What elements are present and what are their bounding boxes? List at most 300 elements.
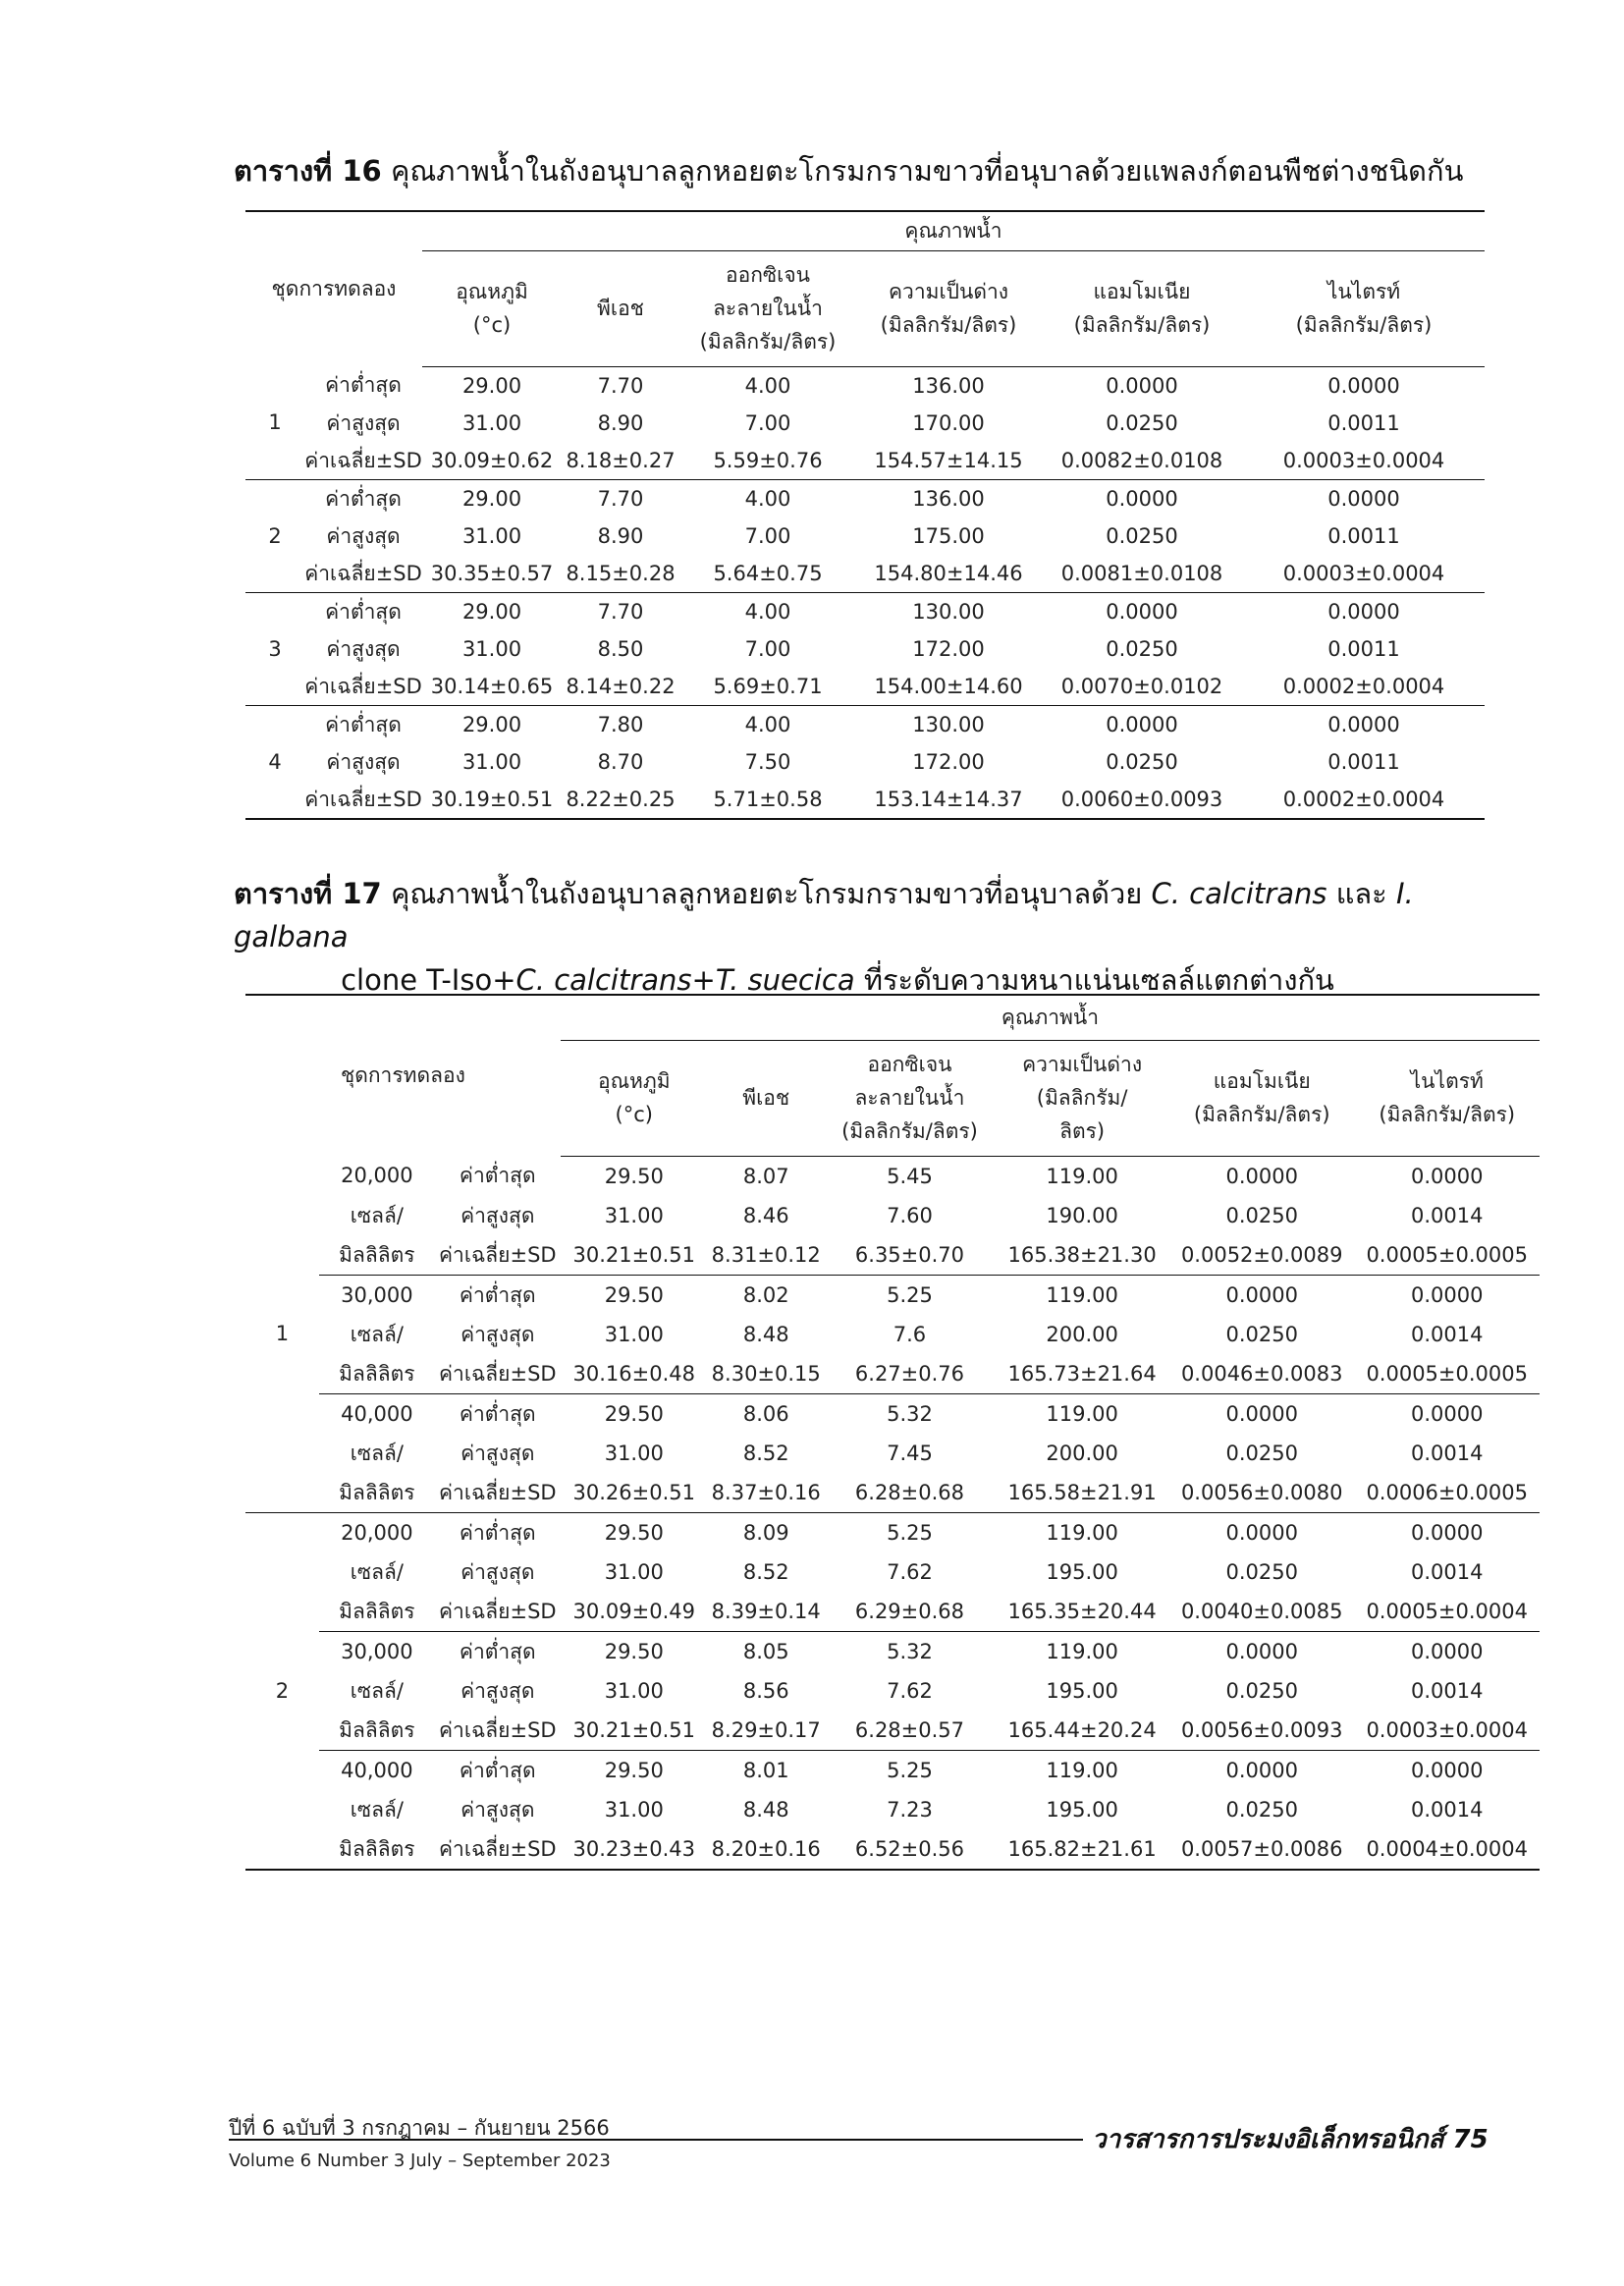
table-cell: 8.48 — [742, 1322, 789, 1346]
table-cell: 7.6 — [893, 1322, 927, 1346]
table-cell: 200.00 — [1046, 1322, 1118, 1346]
experiment-set-id: 1 — [275, 1322, 290, 1346]
table-cell: 0.0014 — [1410, 1797, 1484, 1822]
table-cell: 30.14±0.65 — [430, 674, 554, 698]
table-cell: 0.0000 — [1354, 1631, 1540, 1671]
table-cell: 6.28±0.68 — [854, 1480, 965, 1504]
experiment-set-id: 2 — [245, 479, 304, 592]
table-cell: 30.21±0.51 — [572, 1242, 696, 1267]
table-row — [245, 668, 1485, 706]
table-cell: 8.09 — [708, 1512, 825, 1552]
table-cell: 7.62 — [887, 1559, 933, 1584]
stat-label: ค่าเฉลี่ย±SD — [438, 1717, 557, 1742]
cell-density-unit: มิลลิลิตร — [339, 1480, 415, 1504]
table-cell: 130.00 — [856, 705, 1041, 743]
stat-label: ค่าต่ำสุด — [435, 1631, 561, 1671]
column-header-line: อุณหภูมิ — [456, 280, 528, 303]
stat-label: ค่าเฉลี่ย±SD — [438, 1242, 557, 1267]
table-row — [245, 1592, 1540, 1632]
cell-density-unit: เซลล์/ — [350, 1322, 404, 1346]
table-cell: 8.18±0.27 — [566, 448, 676, 472]
table17-caption — [234, 872, 1500, 1002]
table-cell: 29.50 — [561, 1512, 708, 1552]
stat-label: ค่าต่ำสุด — [304, 705, 422, 743]
table-cell: 7.62 — [887, 1678, 933, 1703]
table-cell: 119.00 — [995, 1750, 1169, 1790]
table-cell: 7.45 — [887, 1441, 933, 1465]
table-row — [245, 405, 1485, 442]
table-cell: 31.00 — [604, 1203, 664, 1227]
stat-label: ค่าสูงสุด — [460, 1441, 535, 1465]
table16-group-header: คุณภาพน้ำ — [422, 211, 1485, 250]
column-header — [995, 1040, 1169, 1156]
table-cell: 175.00 — [912, 523, 985, 548]
table-cell: 5.25 — [825, 1512, 995, 1552]
table-cell: 8.31±0.12 — [711, 1242, 821, 1267]
table-row — [245, 1434, 1540, 1473]
table-cell: 0.0000 — [1354, 1512, 1540, 1552]
stat-label: ค่าสูงสุด — [460, 1559, 535, 1584]
table-cell: 5.32 — [825, 1393, 995, 1434]
table-cell: 29.50 — [604, 1164, 664, 1188]
footer-issue-en: Volume 6 Number 3 July – September 2023 — [229, 2150, 611, 2171]
column-header-line: ละลายในน้ำ — [713, 297, 823, 320]
footer-journal-name: วารสารการประมงอิเล็กทรอนิกส์ — [1092, 2125, 1444, 2154]
table-cell: 172.00 — [912, 636, 985, 661]
column-header-line: พีเอช — [742, 1086, 790, 1110]
table-cell: 0.0006±0.0005 — [1366, 1480, 1528, 1504]
column-header — [825, 1040, 995, 1156]
stat-label: ค่าสูงสุด — [460, 1678, 535, 1703]
stat-label: ค่าเฉลี่ย±SD — [304, 561, 422, 585]
column-header-line: แอมโมเนีย — [1213, 1069, 1311, 1093]
table16-experiment-header: ชุดการทดลอง — [245, 211, 422, 366]
stat-label: ค่าต่ำสุด — [435, 1393, 561, 1434]
cell-density-unit: มิลลิลิตร — [339, 1361, 415, 1386]
table-cell: 0.0005±0.0005 — [1366, 1361, 1528, 1386]
column-header — [1169, 1040, 1354, 1156]
species-i-galbana: I. galbana — [234, 877, 1414, 953]
stat-label: ค่าต่ำสุด — [435, 1750, 561, 1790]
table-cell: 136.00 — [856, 479, 1041, 517]
table-row — [245, 781, 1485, 819]
column-header — [679, 250, 856, 366]
cell-density-unit: มิลลิลิตร — [339, 1717, 415, 1742]
table-cell: 0.0014 — [1410, 1203, 1484, 1227]
cell-density: 40,000 — [319, 1750, 435, 1790]
column-header-line: แอมโมเนีย — [1093, 280, 1191, 303]
column-header — [1041, 250, 1243, 366]
table-cell: 0.0250 — [1225, 1559, 1298, 1584]
cell-density-unit: เซลล์/ — [350, 1678, 404, 1703]
table-cell: 0.0000 — [1354, 1275, 1540, 1315]
table-cell: 4.00 — [679, 592, 856, 630]
table-row — [245, 743, 1485, 781]
stat-label: ค่าเฉลี่ย±SD — [304, 448, 422, 472]
cell-density-unit: เซลล์/ — [350, 1559, 404, 1584]
table-cell: 0.0000 — [1354, 1393, 1540, 1434]
table-cell: 29.00 — [422, 705, 562, 743]
table-cell: 153.14±14.37 — [856, 781, 1041, 819]
table-cell: 29.00 — [422, 479, 562, 517]
table-cell: 165.38±21.30 — [1007, 1242, 1157, 1267]
table-cell: 0.0000 — [1327, 373, 1400, 398]
table-cell: 0.0250 — [1106, 410, 1178, 435]
table-cell: 6.35±0.70 — [854, 1242, 965, 1267]
table-cell: 154.80±14.46 — [874, 561, 1023, 585]
table-cell: 154.57±14.15 — [874, 448, 1023, 472]
table-cell: 8.52 — [742, 1559, 789, 1584]
stat-label: ค่าสูงสุด — [326, 410, 401, 435]
table-cell: 0.0250 — [1225, 1322, 1298, 1346]
table-cell: 8.30±0.15 — [711, 1361, 821, 1386]
table-cell: 6.28±0.57 — [854, 1717, 965, 1742]
table-cell: 7.70 — [562, 479, 679, 517]
table-row — [245, 1829, 1540, 1870]
species-t-suecica: T. suecica — [715, 963, 855, 997]
table-cell: 0.0082±0.0108 — [1060, 448, 1223, 472]
table-cell: 0.0002±0.0004 — [1282, 674, 1445, 698]
footer-journal — [1092, 2119, 1489, 2159]
table17 — [245, 994, 1540, 1871]
column-header-line: (มิลลิกรัม/ — [1036, 1086, 1128, 1110]
table-cell: 130.00 — [856, 592, 1041, 630]
stat-label: ค่าเฉลี่ย±SD — [435, 1829, 561, 1870]
stat-label: ค่าต่ำสุด — [435, 1275, 561, 1315]
table-cell: 5.25 — [825, 1750, 995, 1790]
table-cell: 8.22±0.25 — [562, 781, 679, 819]
stat-label: ค่าเฉลี่ย±SD — [438, 1599, 557, 1623]
column-header-line: อุณหภูมิ — [597, 1069, 671, 1093]
table-cell: 0.0000 — [1169, 1631, 1354, 1671]
column-header-line: ออกซิเจน — [725, 263, 811, 287]
table-cell: 8.01 — [708, 1750, 825, 1790]
table17-caption-text-1: คุณภาพน้ำในถังอนุบาลลูกหอยตะโกรมกรามขาวที่อนุบาลด้วย — [390, 877, 1143, 910]
table-cell: 195.00 — [1046, 1678, 1118, 1703]
cell-density-unit: มิลลิลิตร — [319, 1829, 435, 1870]
table-cell: 0.0000 — [1169, 1275, 1354, 1315]
column-header-line: (มิลลิกรัม/ลิตร) — [880, 313, 1017, 337]
table-cell: 8.90 — [597, 410, 644, 435]
cell-density-unit: มิลลิลิตร — [339, 1599, 415, 1623]
table-cell: 0.0000 — [1410, 1164, 1484, 1188]
table-cell: 5.71±0.58 — [679, 781, 856, 819]
table-cell: 0.0000 — [1041, 479, 1243, 517]
table-cell: 165.35±20.44 — [1007, 1599, 1157, 1623]
table-cell: 31.00 — [461, 410, 522, 435]
table-cell: 8.46 — [742, 1203, 789, 1227]
table-cell: 119.00 — [995, 1275, 1169, 1315]
table-cell: 200.00 — [1046, 1441, 1118, 1465]
table-cell: 0.0014 — [1410, 1441, 1484, 1465]
table-cell: 0.0000 — [1041, 705, 1243, 743]
table-row — [245, 592, 1485, 630]
table-cell: 0.0000 — [1169, 1750, 1354, 1790]
stat-label: ค่าต่ำสุด — [459, 1164, 536, 1188]
cell-density: 20,000 — [319, 1512, 435, 1552]
table-row — [245, 1552, 1540, 1592]
table-cell: 170.00 — [912, 410, 985, 435]
column-header-line: (มิลลิกรัม/ลิตร) — [1379, 1103, 1516, 1126]
stat-label: ค่าต่ำสุด — [325, 373, 402, 398]
table-cell: 0.0081±0.0108 — [1060, 561, 1223, 585]
table-cell: 0.0000 — [1169, 1512, 1354, 1552]
table16-caption-text: คุณภาพน้ำในถังอนุบาลลูกหอยตะโกรมกรามขาวที่อนุบาลด้วยแพลงก์ตอนพืชต่างชนิดกัน — [390, 154, 1464, 188]
column-header — [1243, 250, 1485, 366]
column-header-line: (มิลลิกรัม/ลิตร) — [841, 1119, 978, 1143]
table-cell: 7.60 — [887, 1203, 933, 1227]
table-row — [245, 479, 1485, 517]
table-cell: 8.90 — [597, 523, 644, 548]
table-cell: 0.0011 — [1327, 749, 1400, 774]
column-header — [562, 250, 679, 366]
table-cell: 0.0000 — [1169, 1393, 1354, 1434]
table-cell: 30.23±0.43 — [561, 1829, 708, 1870]
table-cell: 29.00 — [461, 373, 522, 398]
table-cell: 8.20±0.16 — [708, 1829, 825, 1870]
table-cell: 0.0000 — [1041, 592, 1243, 630]
table17-group-header: คุณภาพน้ำ — [561, 995, 1540, 1040]
column-header — [708, 1040, 825, 1156]
table16-caption-label: ตารางที่ 16 — [234, 154, 382, 188]
table-row — [245, 1235, 1540, 1276]
cell-density-unit: เซลล์/ — [350, 1203, 404, 1227]
table-row — [245, 1790, 1540, 1829]
table-row — [245, 1393, 1540, 1434]
table-cell: 119.00 — [995, 1393, 1169, 1434]
footer-issue — [229, 2112, 611, 2171]
experiment-set-id: 2 — [245, 1512, 319, 1870]
table-cell: 7.50 — [744, 749, 791, 774]
table-cell: 0.0000 — [1243, 705, 1485, 743]
table-cell: 0.0250 — [1225, 1441, 1298, 1465]
caption-and: และ — [1335, 877, 1387, 910]
table-cell: 0.0250 — [1106, 636, 1178, 661]
table-cell: 0.0250 — [1225, 1797, 1298, 1822]
table-cell: 0.0070±0.0102 — [1060, 674, 1223, 698]
table-cell: 29.50 — [561, 1631, 708, 1671]
column-header-line: ความเป็นด่าง — [888, 280, 1009, 303]
table-row — [245, 1196, 1540, 1235]
stat-label: ค่าสูงสุด — [460, 1797, 535, 1822]
table-cell: 7.70 — [562, 592, 679, 630]
table-cell: 165.73±21.64 — [1007, 1361, 1157, 1386]
table-cell: 0.0000 — [1243, 592, 1485, 630]
table-row — [245, 630, 1485, 668]
column-header — [422, 250, 562, 366]
table-cell: 0.0005±0.0004 — [1366, 1599, 1528, 1623]
cell-density-unit: เซลล์/ — [350, 1797, 404, 1822]
column-header-line: ความเป็นด่าง — [1022, 1053, 1143, 1076]
table-cell: 6.27±0.76 — [854, 1361, 965, 1386]
table-cell: 30.09±0.49 — [572, 1599, 696, 1623]
table-row — [245, 1512, 1540, 1552]
table-cell: 6.52±0.56 — [825, 1829, 995, 1870]
table-cell: 8.50 — [597, 636, 644, 661]
table-cell: 0.0003±0.0004 — [1282, 561, 1445, 585]
table-cell: 29.50 — [561, 1393, 708, 1434]
table-cell: 31.00 — [461, 636, 522, 661]
caption-plus: + — [691, 963, 716, 997]
column-header-line: พีเอช — [597, 297, 644, 320]
table-cell: 0.0003±0.0004 — [1282, 448, 1445, 472]
table-cell: 31.00 — [461, 749, 522, 774]
column-header-line: (มิลลิกรัม/ลิตร) — [1295, 313, 1433, 337]
table-cell: 8.14±0.22 — [566, 674, 676, 698]
stat-label: ค่าเฉลี่ย±SD — [304, 781, 422, 819]
table-cell: 119.00 — [995, 1512, 1169, 1552]
stat-label: ค่าต่ำสุด — [304, 479, 422, 517]
table-cell: 0.0052±0.0089 — [1180, 1242, 1343, 1267]
table-cell: 0.0014 — [1410, 1559, 1484, 1584]
table-cell: 8.06 — [708, 1393, 825, 1434]
table-cell: 7.00 — [744, 636, 791, 661]
table-cell: 0.0250 — [1225, 1678, 1298, 1703]
table16 — [245, 210, 1485, 820]
cell-density-unit: เซลล์/ — [350, 1441, 404, 1465]
table-row — [245, 1315, 1540, 1354]
table-cell: 172.00 — [912, 749, 985, 774]
stat-label: ค่าสูงสุด — [326, 749, 401, 774]
stat-label: ค่าสูงสุด — [460, 1322, 535, 1346]
column-header-line: ไนไตรท์ — [1326, 280, 1401, 303]
stat-label: ค่าสูงสุด — [326, 523, 401, 548]
table-cell: 0.0005±0.0005 — [1366, 1242, 1528, 1267]
table-cell: 165.58±21.91 — [1007, 1480, 1157, 1504]
column-header — [561, 1040, 708, 1156]
table-cell: 8.39±0.14 — [711, 1599, 821, 1623]
cell-density: 30,000 — [319, 1631, 435, 1671]
table-cell: 5.45 — [887, 1164, 933, 1188]
table-cell: 29.50 — [561, 1750, 708, 1790]
table-row — [245, 555, 1485, 593]
caption-clone: clone T-Iso+ — [341, 963, 516, 997]
table-cell: 4.00 — [744, 373, 791, 398]
table-cell: 30.19±0.51 — [422, 781, 562, 819]
table-cell: 7.80 — [562, 705, 679, 743]
table-row — [245, 1354, 1540, 1394]
table-cell: 8.02 — [708, 1275, 825, 1315]
cell-density: 20,000 — [341, 1164, 413, 1188]
table-cell: 4.00 — [679, 705, 856, 743]
stat-label: ค่าเฉลี่ย±SD — [438, 1361, 557, 1386]
table-row — [245, 1671, 1540, 1711]
column-header-line: ละลายในน้ำ — [854, 1086, 965, 1110]
table-cell: 5.59±0.76 — [713, 448, 823, 472]
table-cell: 31.00 — [604, 1322, 664, 1346]
table-cell: 30.21±0.51 — [572, 1717, 696, 1742]
table17-caption-label: ตารางที่ 17 — [234, 877, 382, 910]
table-row — [245, 1275, 1540, 1315]
table-cell: 31.00 — [604, 1441, 664, 1465]
table-cell: 7.00 — [744, 523, 791, 548]
experiment-set-id: 4 — [245, 705, 304, 819]
table-cell: 0.0046±0.0083 — [1180, 1361, 1343, 1386]
column-header-line: (มิลลิกรัม/ลิตร) — [699, 330, 837, 354]
column-header — [1354, 1040, 1540, 1156]
table-cell: 0.0004±0.0004 — [1354, 1829, 1540, 1870]
cell-density: 40,000 — [319, 1393, 435, 1434]
table-cell: 165.82±21.61 — [995, 1829, 1169, 1870]
table-cell: 0.0011 — [1327, 410, 1400, 435]
table-cell: 154.00±14.60 — [874, 674, 1023, 698]
column-header-line: ออกซิเจน — [867, 1053, 952, 1076]
table17-caption-text-3: ที่ระดับความหนาแน่นเซลล์แตกต่างกัน — [863, 963, 1334, 997]
table-cell: 8.05 — [708, 1631, 825, 1671]
table-row — [245, 366, 1485, 405]
table-cell: 7.70 — [597, 373, 644, 398]
table-cell: 29.00 — [422, 592, 562, 630]
stat-label: ค่าสูงสุด — [460, 1203, 535, 1227]
table-cell: 30.09±0.62 — [430, 448, 554, 472]
table-cell: 8.48 — [742, 1797, 789, 1822]
stat-label: ค่าต่ำสุด — [435, 1512, 561, 1552]
table-row — [245, 1631, 1540, 1671]
footer-rule — [229, 2139, 1083, 2141]
table-cell: 7.00 — [744, 410, 791, 435]
table-cell: 4.00 — [679, 479, 856, 517]
table-cell: 0.0014 — [1410, 1322, 1484, 1346]
table-cell: 6.29±0.68 — [854, 1599, 965, 1623]
table-cell: 8.70 — [597, 749, 644, 774]
column-header-line: ไนไตรท์ — [1410, 1069, 1484, 1093]
table-cell: 8.15±0.28 — [566, 561, 676, 585]
table-row — [245, 442, 1485, 480]
table-row — [245, 1473, 1540, 1513]
column-header-line: (มิลลิกรัม/ลิตร) — [1073, 313, 1211, 337]
table-cell: 0.0250 — [1225, 1203, 1298, 1227]
table-cell: 8.07 — [742, 1164, 789, 1188]
table-cell: 0.0000 — [1243, 479, 1485, 517]
table-cell: 0.0056±0.0080 — [1180, 1480, 1343, 1504]
table17-experiment-header: ชุดการทดลอง — [245, 995, 561, 1156]
table-row — [245, 1156, 1540, 1196]
column-header-line: (°c) — [615, 1103, 653, 1126]
table-cell: 5.32 — [825, 1631, 995, 1671]
table-cell: 119.00 — [1046, 1164, 1118, 1188]
table-cell: 0.0014 — [1410, 1678, 1484, 1703]
table-cell: 5.25 — [825, 1275, 995, 1315]
table-cell: 31.00 — [604, 1678, 664, 1703]
table-row — [245, 517, 1485, 555]
table-cell: 7.23 — [887, 1797, 933, 1822]
table-cell: 0.0011 — [1327, 523, 1400, 548]
table-cell: 30.26±0.51 — [572, 1480, 696, 1504]
table-cell: 29.50 — [561, 1275, 708, 1315]
table-cell: 5.64±0.75 — [713, 561, 823, 585]
column-header-line: (มิลลิกรัม/ลิตร) — [1193, 1103, 1330, 1126]
table-cell: 0.0060±0.0093 — [1041, 781, 1243, 819]
table-cell: 0.0250 — [1106, 523, 1178, 548]
stat-label: ค่าสูงสุด — [326, 636, 401, 661]
table-cell: 8.52 — [742, 1441, 789, 1465]
stat-label: ค่าเฉลี่ย±SD — [438, 1480, 557, 1504]
table-cell: 8.37±0.16 — [711, 1480, 821, 1504]
table-cell: 30.16±0.48 — [572, 1361, 696, 1386]
table-cell: 136.00 — [912, 373, 985, 398]
table-cell: 5.69±0.71 — [713, 674, 823, 698]
table-cell: 31.00 — [461, 523, 522, 548]
table-cell: 0.0000 — [1106, 373, 1178, 398]
table-row — [245, 705, 1485, 743]
cell-density: 30,000 — [319, 1275, 435, 1315]
table-cell: 30.35±0.57 — [430, 561, 554, 585]
stat-label: ค่าต่ำสุด — [304, 592, 422, 630]
experiment-set-id: 1 — [268, 410, 282, 435]
table16-caption — [234, 149, 1500, 192]
table-cell: 195.00 — [1046, 1559, 1118, 1584]
table-cell: 119.00 — [995, 1631, 1169, 1671]
